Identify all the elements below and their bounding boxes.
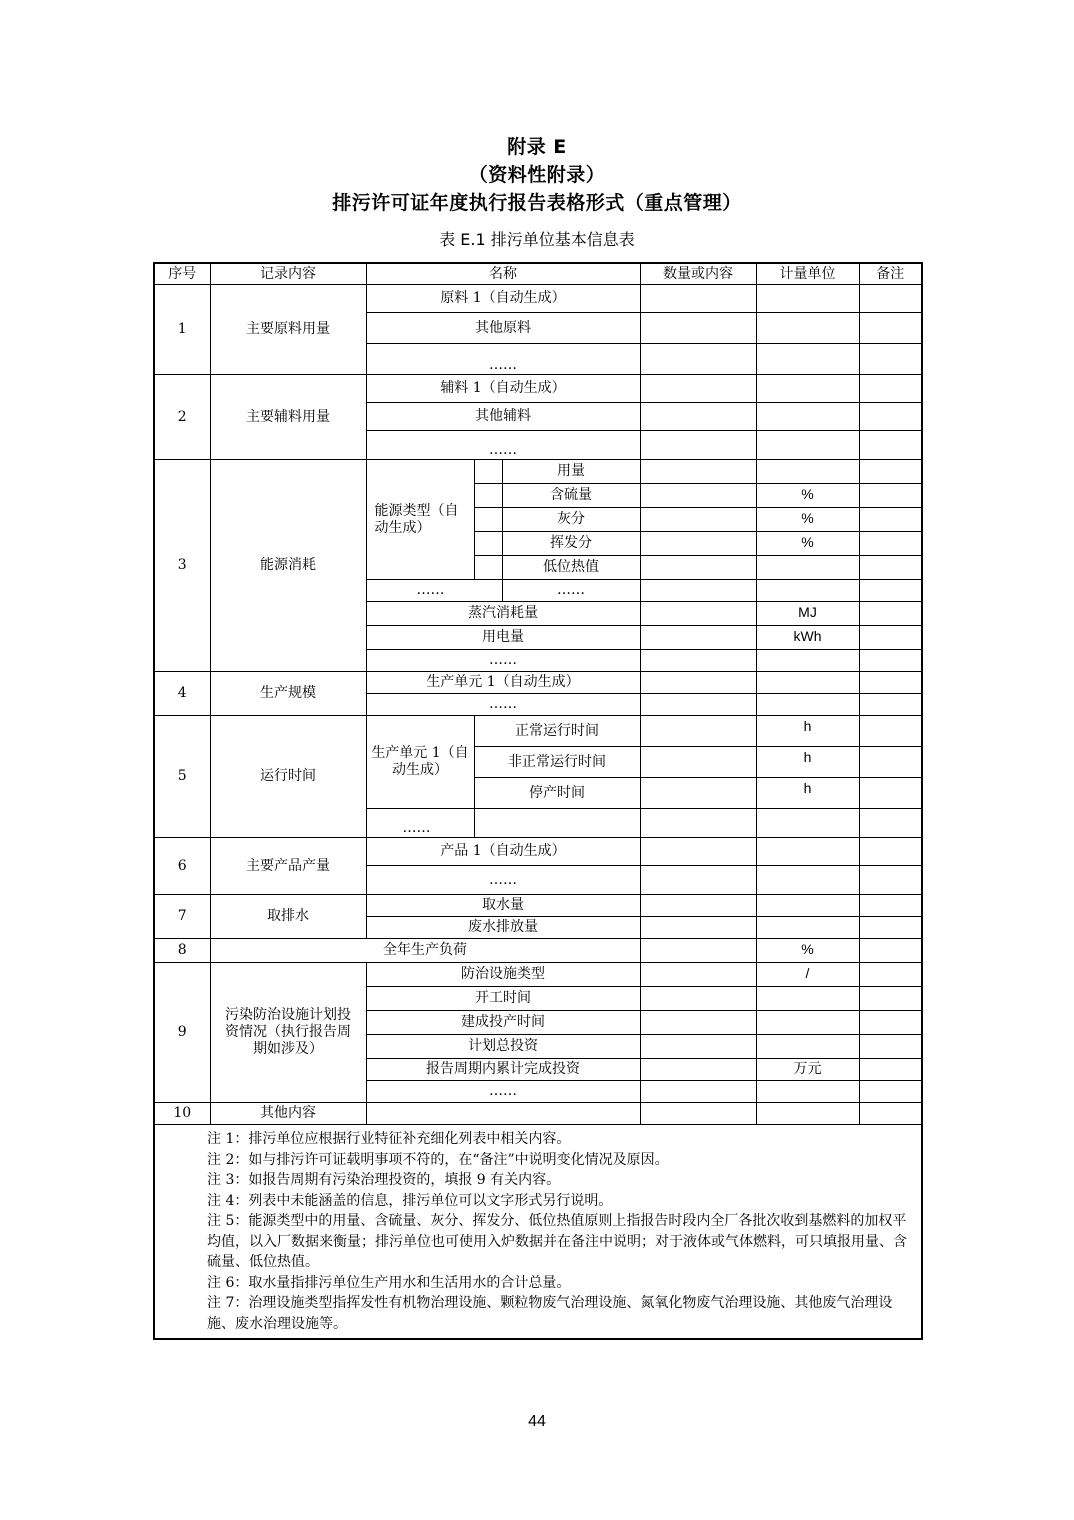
note-item: 注 7：治理设施类型指挥发性有机物治理设施、颗粒物废气治理设施、氮氧化物废气治理设施、其他废气治理设施、废水治理设施等。: [207, 1295, 893, 1332]
runtime-sub-item: 非正常运行时间: [474, 747, 640, 778]
item-name: 产品 1（自动生成）: [366, 838, 640, 866]
note-item: 注 3：如报告周期有污染治理投资的，填报 9 有关内容。: [207, 1172, 561, 1188]
table-caption: 表 E.1 排污单位基本信息表: [439, 230, 635, 249]
item-name: 辅料 1（自动生成）: [366, 375, 640, 403]
row-label: 全年生产负荷: [210, 939, 640, 963]
col-header-no: 序号: [154, 263, 210, 285]
item-name: 其他辅料: [366, 403, 640, 431]
item-ellipsis: ……: [502, 580, 640, 602]
col-header-record: 记录内容: [210, 263, 366, 285]
col-header-unit: 计量单位: [756, 263, 859, 285]
item-name: 建成投产时间: [366, 1011, 640, 1035]
unit-cell: %: [756, 532, 859, 556]
energy-sub-item: 用量: [502, 460, 640, 484]
page-number: 44: [528, 1413, 546, 1430]
energy-type-group: 能源类型（自动生成）: [366, 460, 474, 580]
table-row: [154, 285, 922, 313]
item-name: 防治设施类型: [366, 963, 640, 987]
row-no: 9: [154, 963, 210, 1103]
table-row: [154, 1103, 922, 1125]
appendix-type: （资料性附录）: [468, 164, 606, 186]
row-label: 运行时间: [210, 716, 366, 838]
runtime-sub-item: 正常运行时间: [474, 716, 640, 747]
unit-cell: 万元: [756, 1059, 859, 1081]
item-name: 取水量: [366, 895, 640, 917]
item-name: 报告周期内累计完成投资: [366, 1059, 640, 1081]
row-label: 生产规模: [210, 672, 366, 716]
note-item: 注 4：列表中未能涵盖的信息，排污单位可以文字形式另行说明。: [207, 1192, 613, 1209]
row-no: 5: [154, 716, 210, 838]
notes-row: [154, 1125, 922, 1340]
header-row: [154, 263, 922, 285]
note-item: 注 1：排污单位应根据行业特征补充细化列表中相关内容。: [207, 1131, 571, 1147]
row-no: 8: [154, 939, 210, 963]
energy-sub-item: 灰分: [502, 508, 640, 532]
unit-cell: [756, 1035, 859, 1059]
item-ellipsis: ……: [366, 344, 640, 375]
table-row: [154, 460, 922, 484]
item-ellipsis: ……: [366, 694, 640, 716]
row-label: 主要原料用量: [210, 285, 366, 375]
col-header-quantity: 数量或内容: [640, 263, 756, 285]
item-ellipsis: ……: [366, 650, 640, 672]
unit-cell: [756, 556, 859, 580]
energy-sub-item: 挥发分: [502, 532, 640, 556]
table-row: [154, 838, 922, 866]
row-no: 2: [154, 375, 210, 460]
note-item: 注 6：取水量指排污单位生产用水和生活用水的合计总量。: [207, 1274, 571, 1291]
unit-cell: [756, 460, 859, 484]
unit-cell: h: [756, 747, 859, 778]
row-no: 6: [154, 838, 210, 895]
item-name: 用电量: [366, 626, 640, 650]
table-row: [154, 939, 922, 963]
row-label: 其他内容: [210, 1103, 366, 1125]
table-row: [154, 375, 922, 403]
row-label: 取排水: [210, 895, 366, 939]
item-ellipsis: ……: [366, 431, 640, 460]
note-item: 注 5：能源类型中的用量、含硫量、灰分、挥发分、低位热值原则上指报告时段内全厂各批次收到基燃料的加权平均值，以入厂数据来衡量；排污单位也可使用入炉数据并在备注中说明；对于液体或气体燃料，可只填报用量、含硫量、低位热值。: [207, 1213, 907, 1270]
row-no: 1: [154, 285, 210, 375]
item-ellipsis: ……: [366, 866, 640, 895]
unit-cell: kWh: [756, 626, 859, 650]
energy-sub-item: 低位热值: [502, 556, 640, 580]
row-no: 3: [154, 460, 210, 672]
notes-cell: [154, 1125, 922, 1340]
item-ellipsis: ……: [366, 809, 474, 838]
row-no: 10: [154, 1103, 210, 1125]
col-header-remark: 备注: [859, 263, 922, 285]
row-no: 4: [154, 672, 210, 716]
table-row: [154, 716, 922, 747]
item-name: 生产单元 1（自动生成）: [366, 672, 640, 694]
appendix-subject: 排污许可证年度执行报告表格形式（重点管理）: [332, 192, 742, 214]
col-header-name: 名称: [366, 263, 640, 285]
note-item: 注 2：如与排污许可证载明事项不符的，在“备注”中说明变化情况及原因。: [207, 1151, 669, 1168]
basic-info-table: [153, 262, 923, 1340]
table-row: [154, 963, 922, 987]
row-label: 主要产品产量: [210, 838, 366, 895]
item-name: 其他原料: [366, 313, 640, 344]
appendix-title: 附录 E: [507, 136, 567, 158]
unit-cell: [756, 987, 859, 1011]
table-row: [154, 895, 922, 917]
unit-cell: h: [756, 716, 859, 747]
table-row: [154, 672, 922, 694]
production-unit-group: 生产单元 1（自动生成）: [366, 716, 474, 809]
unit-cell: [756, 1011, 859, 1035]
item-name: 蒸汽消耗量: [366, 602, 640, 626]
unit-cell: %: [756, 484, 859, 508]
unit-cell: %: [756, 939, 859, 963]
item-name: 原料 1（自动生成）: [366, 285, 640, 313]
unit-cell: %: [756, 508, 859, 532]
item-name: 计划总投资: [366, 1035, 640, 1059]
unit-cell: h: [756, 778, 859, 809]
unit-cell: MJ: [756, 602, 859, 626]
item-ellipsis: ……: [366, 580, 502, 602]
item-ellipsis: ……: [366, 1081, 640, 1103]
row-label: 能源消耗: [210, 460, 366, 672]
row-label: 污染防治设施计划投资情况（执行报告周期如涉及）: [210, 963, 366, 1103]
runtime-sub-item: 停产时间: [474, 778, 640, 809]
unit-cell: /: [756, 963, 859, 987]
row-no: 7: [154, 895, 210, 939]
item-name: 开工时间: [366, 987, 640, 1011]
row-label: 主要辅料用量: [210, 375, 366, 460]
energy-sub-item: 含硫量: [502, 484, 640, 508]
item-name: 废水排放量: [366, 917, 640, 939]
